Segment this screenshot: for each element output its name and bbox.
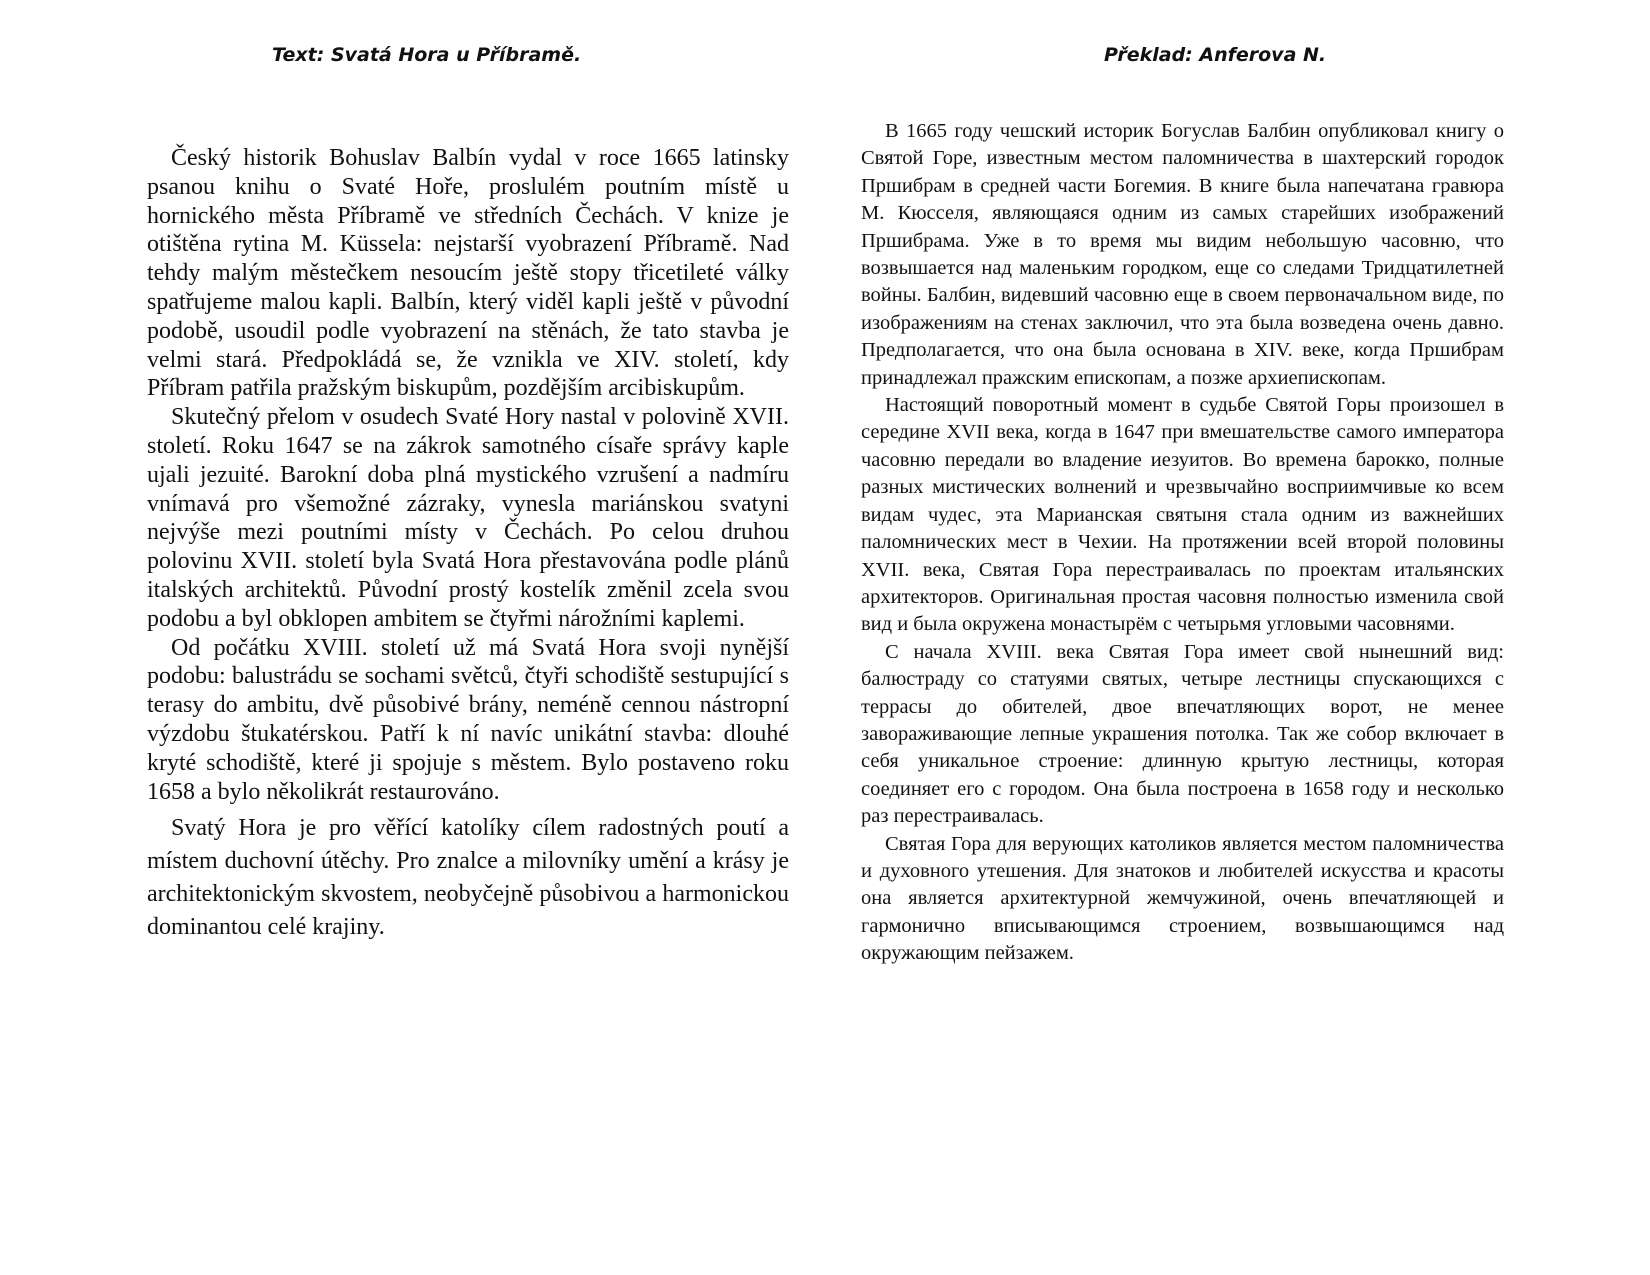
czech-paragraph: Svatý Hora je pro věřící katolíky cílem radostných poutí a místem duchovní útěchy. Pro znalce a milovníky umění a krásy je architektonickým skvostem, neobyčejně působivou a harmonickou dominantou celé krajiny. xyxy=(147,815,789,941)
russian-paragraph: Святая Гора для верующих католиков является местом паломничества и духовного утешения. Для знатоков и любителей искусства и красоты она является архитектурной жемчужиной, очень впечатляющей и гармонично вписывающимся строением, возвышающимся над окружающим пейзажем. xyxy=(861,832,1504,965)
czech-paragraph: Skutečný přelom v osudech Svaté Hory nastal v polovině XVII. století. Roku 1647 se na zákrok samotného císaře správy kaple ujali jezuité. Barokní doba plná mystického vzrušení a nadmíru vnímavá pro všemožné zázraky, vynesla mariánskou svatyni nejvýše mezi poutními místy v Čechách. Po celou druhou polovinu XVII. století byla Svatá Hora přestavována podle plánů italských architektů. Původní prostý kostelík změnil zcela svou podobu a byl obklopen ambitem se čtyřmi nárožními kaplemi. xyxy=(147,404,789,632)
czech-text-column xyxy=(147,144,789,944)
source-text-title: Text: Svatá Hora u Příbramě. xyxy=(272,44,582,66)
czech-paragraph: Český historik Bohuslav Balbín vydal v roce 1665 latinsky psanou knihu o Svaté Hoře, proslulém poutním místě u hornického města Příbramě ve středních Čechách. V knize je otištěna rytina M. Küssela: nejstarší vyobrazení Příbramě. Nad tehdy malým městečkem nesoucím ještě stopy třicetileté války spatřujeme malou kapli. Balbín, který viděl kapli ještě v původní podobě, usoudil podle vyobrazení na stěnách, že tato stavba je velmi stará. Předpokládá se, že vznikla ve XIV. století, kdy Příbram patřila pražským biskupům, pozdějším arcibiskupům. xyxy=(147,145,789,402)
russian-paragraph: Настоящий поворотный момент в судьбе Святой Горы произошел в середине XVII века, когда в 1647 при вмешательстве самого императора часовню передали во владение иезуитов. Во времена барокко, полные разных мистических волнений и чрезвычайно восприимчивые ко всем видам чудес, эта Марианская святыня стала одним из важнейших паломнических мест в Чехии. На протяжении всей второй половины XVII. века, Святая Гора перестраивалась по проектам итальянских архитекторов. Оригинальная простая часовня полностью изменила свой вид и была окружена монастырём с четырьмя угловыми часовнями. xyxy=(861,394,1504,636)
russian-translation-column xyxy=(861,118,1504,968)
czech-paragraph: Od počátku XVIII. století už má Svatá Hora svoji nynější podobu: balustrádu se sochami světců, čtyři schodiště sestupující s terasy do ambitu, dvě působivé brány, neméně cennou nástropní výzdobu štukatérskou. Patří k ní navíc unikátní stavba: dlouhé kryté schodiště, které ji spojuje s městem. Bylo postaveno roku 1658 a bylo několikrát restaurováno. xyxy=(147,634,789,805)
russian-paragraph: С начала XVIII. века Святая Гора имеет свой нынешний вид: балюстраду со статуями святых, четыре лестницы спускающихся с террасы до обителей, двое впечатляющих ворот, не менее завораживающие лепные украшения потолка. Так же собор включает в себя уникальное строение: длинную крытую лестницы, которая соединяет его с городом. Она была построена в 1658 году и несколько раз перестраивалась. xyxy=(861,640,1504,828)
russian-paragraph: В 1665 году чешский историк Богуслав Балбин опубликовал книгу о Святой Горе, известным местом паломничества в шахтерский городок Пршибрам в средней части Богемия. В книге была напечатана гравюра М. Кюсселя, являющаяся одним из самых старейших изображений Пршибрама. Уже в то время мы видим небольшую часовню, что возвышается над маленьким городком, еще со следами Тридцатилетней войны. Балбин, видевший часовню еще в своем первоначальном виде, по изображениям на стенах заключил, что эта была возведена очень давно. Предполагается, что она была основана в XIV. веке, когда Пршибрам принадлежал пражским епископам, а позже архиепископам. xyxy=(861,120,1504,389)
translation-credit: Překlad: Anferova N. xyxy=(1104,44,1327,66)
